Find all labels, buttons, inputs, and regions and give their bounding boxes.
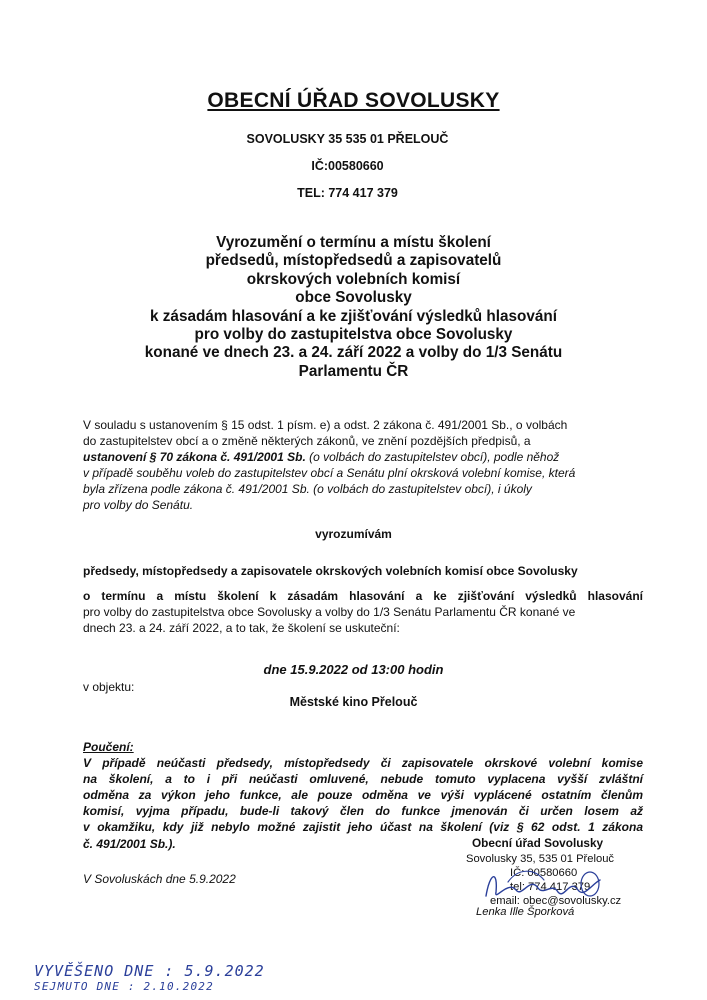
instruction-block xyxy=(83,739,643,852)
notice-title-line: obce Sovolusky xyxy=(295,289,412,307)
notice-title-line: Parlamentu ČR xyxy=(298,362,409,380)
stamp-name: Obecní úřad Sovolusky xyxy=(472,836,604,850)
training-line: dnech 23. a 24. září 2022, a to tak, že školení se uskuteční: xyxy=(83,621,400,636)
intro-line: V souladu s ustanovením § 15 odst. 1 písm. e) a odst. 2 zákona č. 491/2001 Sb., o volbách xyxy=(83,418,568,432)
signature xyxy=(478,862,608,910)
office-phone: TEL: 774 417 379 xyxy=(297,186,398,200)
training-line: o termínu a místu školení k zásadám hlasování a ke zjišťování výsledků hlasování xyxy=(83,589,643,603)
intro-line xyxy=(83,449,643,465)
instruction-line: na školení, a to i při neúčasti omluvené, nebude tomuto vyplacena vyšší zvláštní xyxy=(83,772,643,787)
signatory-name: Lenka Ille Šporková xyxy=(476,906,575,918)
notice-title xyxy=(60,234,647,381)
instruction-line: komisí, vyjma případu, bude-li takový člen do funkce jmenován či určen losem až xyxy=(83,804,643,819)
intro-line: do zastupitelstev obcí a o změně některých zákonů, ve znění pozdějších předpisů, a xyxy=(83,434,531,449)
stamp-ic: IČ: 00580660 xyxy=(510,867,578,879)
notice-title-line: konané ve dnech 23. a 24. září 2022 a volby do 1/3 Senátu xyxy=(144,344,563,362)
recipients: předsedy, místopředsedy a zapisovatele okrskových volebních komisí obce Sovolusky xyxy=(83,564,578,578)
office-address: SOVOLUSKY 35 535 01 PŘELOUČ xyxy=(246,132,449,146)
posted-note: VYVĚŠENO DNE : 5.9.2022 xyxy=(34,962,265,980)
stamp-address: Sovolusky 35, 535 01 Přelouč xyxy=(466,853,615,865)
stamp-tel: tel: 774 417 379 xyxy=(510,881,591,893)
notice-title-line: okrskových volebních komisí xyxy=(246,270,461,288)
instruction-line: č. 491/2001 Sb.). xyxy=(83,836,176,851)
notify-verb: vyrozumívám xyxy=(315,527,392,541)
instruction-line: V případě neúčasti předsedy, místopředsedy či zapisovatele okrskové volební komise xyxy=(83,756,643,771)
notice-title-line: předsedů, místopředsedů a zapisovatelů xyxy=(205,252,502,270)
venue-label: v objektu: xyxy=(83,680,135,694)
instruction-title: Poučení: xyxy=(83,740,134,754)
office-title: OBECNÍ ÚŘAD SOVOLUSKY xyxy=(207,89,500,112)
law-reference: ustanovení § 70 zákona č. 491/2001 Sb. xyxy=(83,450,306,465)
intro-paragraph xyxy=(83,417,643,514)
training-line: pro volby do zastupitelstva obce Sovolusky a volby do 1/3 Senátu Parlamentu ČR konané ve xyxy=(83,605,576,620)
training-paragraph xyxy=(83,588,643,636)
instruction-line: v okamžiku, kdy již nebylo možné zajistit jeho účast na školení (viz § 62 odst. 1 zákona xyxy=(83,820,643,835)
intro-line: pro volby do Senátu. xyxy=(83,498,194,513)
office-ic: IČ:00580660 xyxy=(311,159,384,173)
instruction-line: odměna za výkon jeho funkce, ale pouze odměna ve výši vyplácené ostatním členům xyxy=(83,788,643,803)
notice-title-line: pro volby do zastupitelstva obce Sovolusky xyxy=(194,326,513,344)
notice-title-line: k zásadám hlasování a ke zjišťování výsledků hlasování xyxy=(150,307,557,325)
intro-line: v případě souběhu voleb do zastupitelstev obcí a Senátu plní okrsková volební komise, která xyxy=(83,466,576,481)
venue-name: Městské kino Přelouč xyxy=(289,695,418,709)
notice-title-line: Vyrozumění o termínu a místu školení xyxy=(216,234,491,251)
stamp-email: email: obec@sovolusky.cz xyxy=(490,895,622,907)
training-date-time: dne 15.9.2022 od 13:00 hodin xyxy=(263,662,444,677)
intro-line-rest: (o volbách do zastupitelstev obcí), podle něhož xyxy=(305,450,560,465)
intro-line: byla zřízena podle zákona č. 491/2001 Sb. (o volbách do zastupitelstev obcí), i úkoly xyxy=(83,482,532,497)
removed-note: SEJMUTO DNE : 2.10.2022 xyxy=(34,980,214,993)
place-and-date: V Sovoluskách dne 5.9.2022 xyxy=(83,872,236,886)
